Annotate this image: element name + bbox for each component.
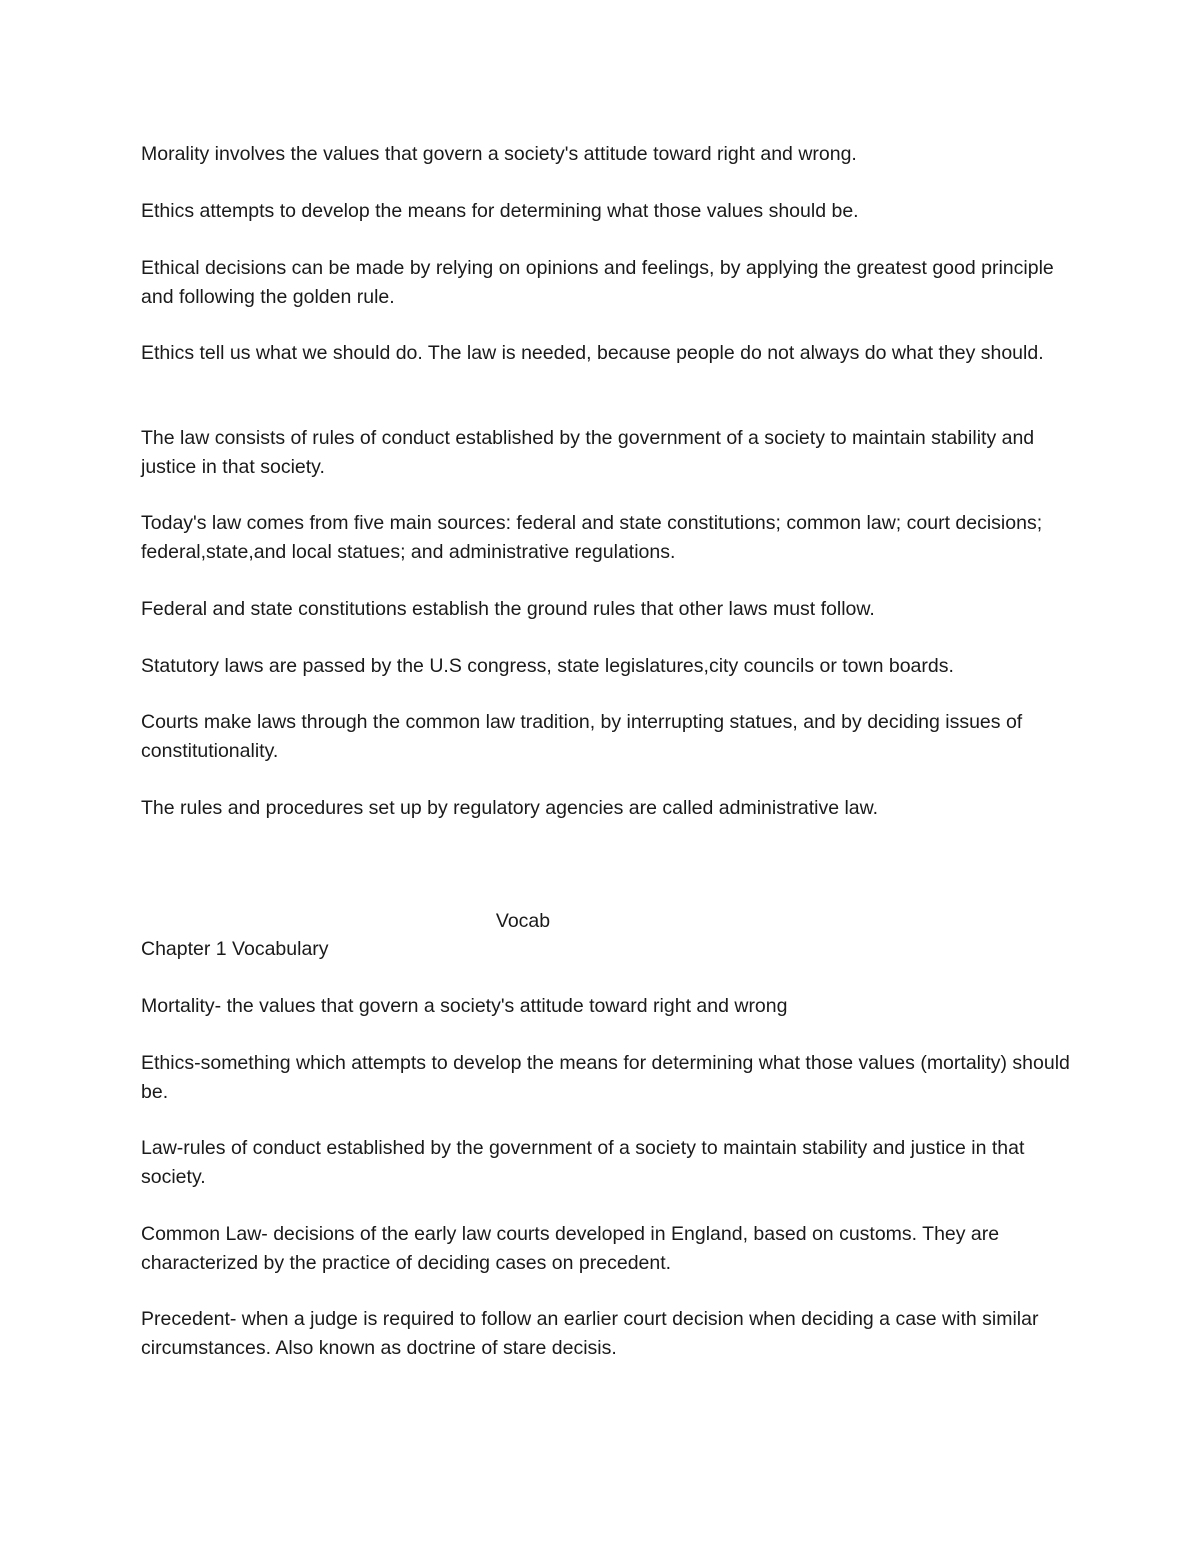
vocab-entry-law: Law-rules of conduct established by the government of a society to maintain stability and justice in that society. xyxy=(141,1137,1025,1188)
paragraph-morality: Morality involves the values that govern a society's attitude toward right and wrong. xyxy=(141,143,857,165)
paragraph-law-definition: The law consists of rules of conduct established by the government of a society to maintain stability and justice in that society. xyxy=(141,427,1035,478)
vocab-entry-precedent: Precedent- when a judge is required to follow an earlier court decision when deciding a case with similar circumstances. Also known as doctrine of stare decisis. xyxy=(141,1308,1039,1359)
vocab-heading: Vocab xyxy=(495,910,551,932)
paragraph-statutory-laws: Statutory laws are passed by the U.S congress, state legislatures,city councils or town boards. xyxy=(141,655,954,677)
vocab-entry-mortality: Mortality- the values that govern a society's attitude toward right and wrong xyxy=(141,995,788,1017)
vocab-entry-ethics: Ethics-something which attempts to develop the means for determining what those values (mortality) should be. xyxy=(141,1052,1070,1103)
paragraph-courts: Courts make laws through the common law tradition, by interrupting statues, and by deciding issues of constitutionality. xyxy=(141,711,1023,762)
paragraph-ethical-decisions: Ethical decisions can be made by relying on opinions and feelings, by applying the greatest good principle and following the golden rule. xyxy=(141,257,1054,308)
vocab-entry-common-law: Common Law- decisions of the early law courts developed in England, based on customs. They are characterized by the practice of deciding cases on precedent. xyxy=(141,1223,1000,1274)
paragraph-administrative-law: The rules and procedures set up by regulatory agencies are called administrative law. xyxy=(141,797,879,819)
paragraph-constitutions: Federal and state constitutions establish the ground rules that other laws must follow. xyxy=(141,598,875,620)
paragraph-ethics: Ethics attempts to develop the means for determining what those values should be. xyxy=(141,200,859,222)
vocab-chapter-title: Chapter 1 Vocabulary xyxy=(141,938,329,960)
paragraph-ethics-and-law: Ethics tell us what we should do. The law is needed, because people do not always do what they should. xyxy=(141,342,1044,364)
paragraph-law-sources: Today's law comes from five main sources: federal and state constitutions; common law; court decisions; federal,state,and local statues; and administrative regulations. xyxy=(141,512,1043,563)
